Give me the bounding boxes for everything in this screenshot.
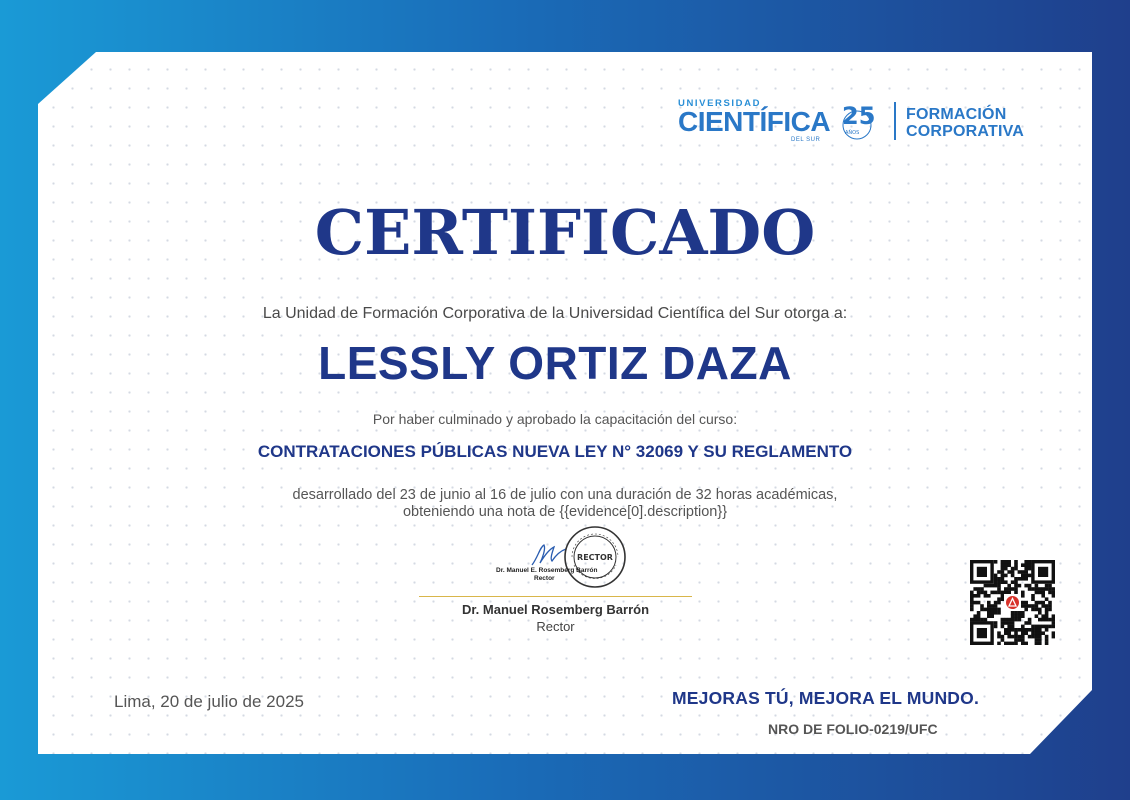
signatory-name: Dr. Manuel Rosemberg Barrón (461, 602, 650, 617)
signatory-role: Rector (536, 619, 575, 634)
university-logo (678, 96, 1038, 148)
signature-stamp (480, 525, 640, 593)
certificate-paper (38, 52, 1092, 754)
seal-text: RECTOR (577, 553, 613, 562)
logo-university-small: UNIVERSIDAD (678, 98, 762, 109)
logo-university-name: CIENTÍFICA (678, 106, 831, 137)
stamp-role: Rector (534, 575, 555, 582)
details-line-1: desarrollado del 23 de junio al 16 de julio con una duración de 32 horas académicas, (292, 487, 838, 503)
certificate-title: CERTIFICADO (314, 196, 816, 269)
recipient-name: LESSLY ORTIZ DAZA (318, 337, 792, 389)
anniversary-word: AÑOS (845, 130, 860, 136)
qr-code-icon[interactable] (970, 560, 1055, 645)
folio-number: NRO DE FOLIO-0219/UFC (768, 721, 938, 737)
anniversary-number: 25 (842, 102, 876, 130)
stamp-name: Dr. Manuel E. Rosemberg Barrón (496, 567, 598, 574)
place-date: Lima, 20 de julio de 2025 (114, 692, 304, 711)
logo-university-sub: DEL SUR (791, 137, 821, 143)
signature-line (419, 596, 692, 597)
details-line-2: obteniendo una nota de {{evidence[0].description}} (402, 504, 728, 520)
rector-seal-icon (562, 525, 628, 589)
logo-unit-line1: FORMACIÓN (906, 106, 1007, 123)
intro-text: La Unidad de Formación Corporativa de la Universidad Científica del Sur otorga a: (262, 305, 848, 322)
logo-unit-line2: CORPORATIVA (906, 123, 1025, 140)
course-name: CONTRATACIONES PÚBLICAS NUEVA LEY N° 32069 Y SU REGLAMENTO (257, 442, 853, 461)
anniversary-25-icon (840, 98, 888, 144)
logo-separator (894, 102, 896, 140)
course-details (0, 487, 1130, 521)
slogan: MEJORAS TÚ, MEJORA EL MUNDO. (672, 688, 980, 708)
reason-text: Por haber culminado y aprobado la capacitación del curso: (372, 411, 738, 427)
